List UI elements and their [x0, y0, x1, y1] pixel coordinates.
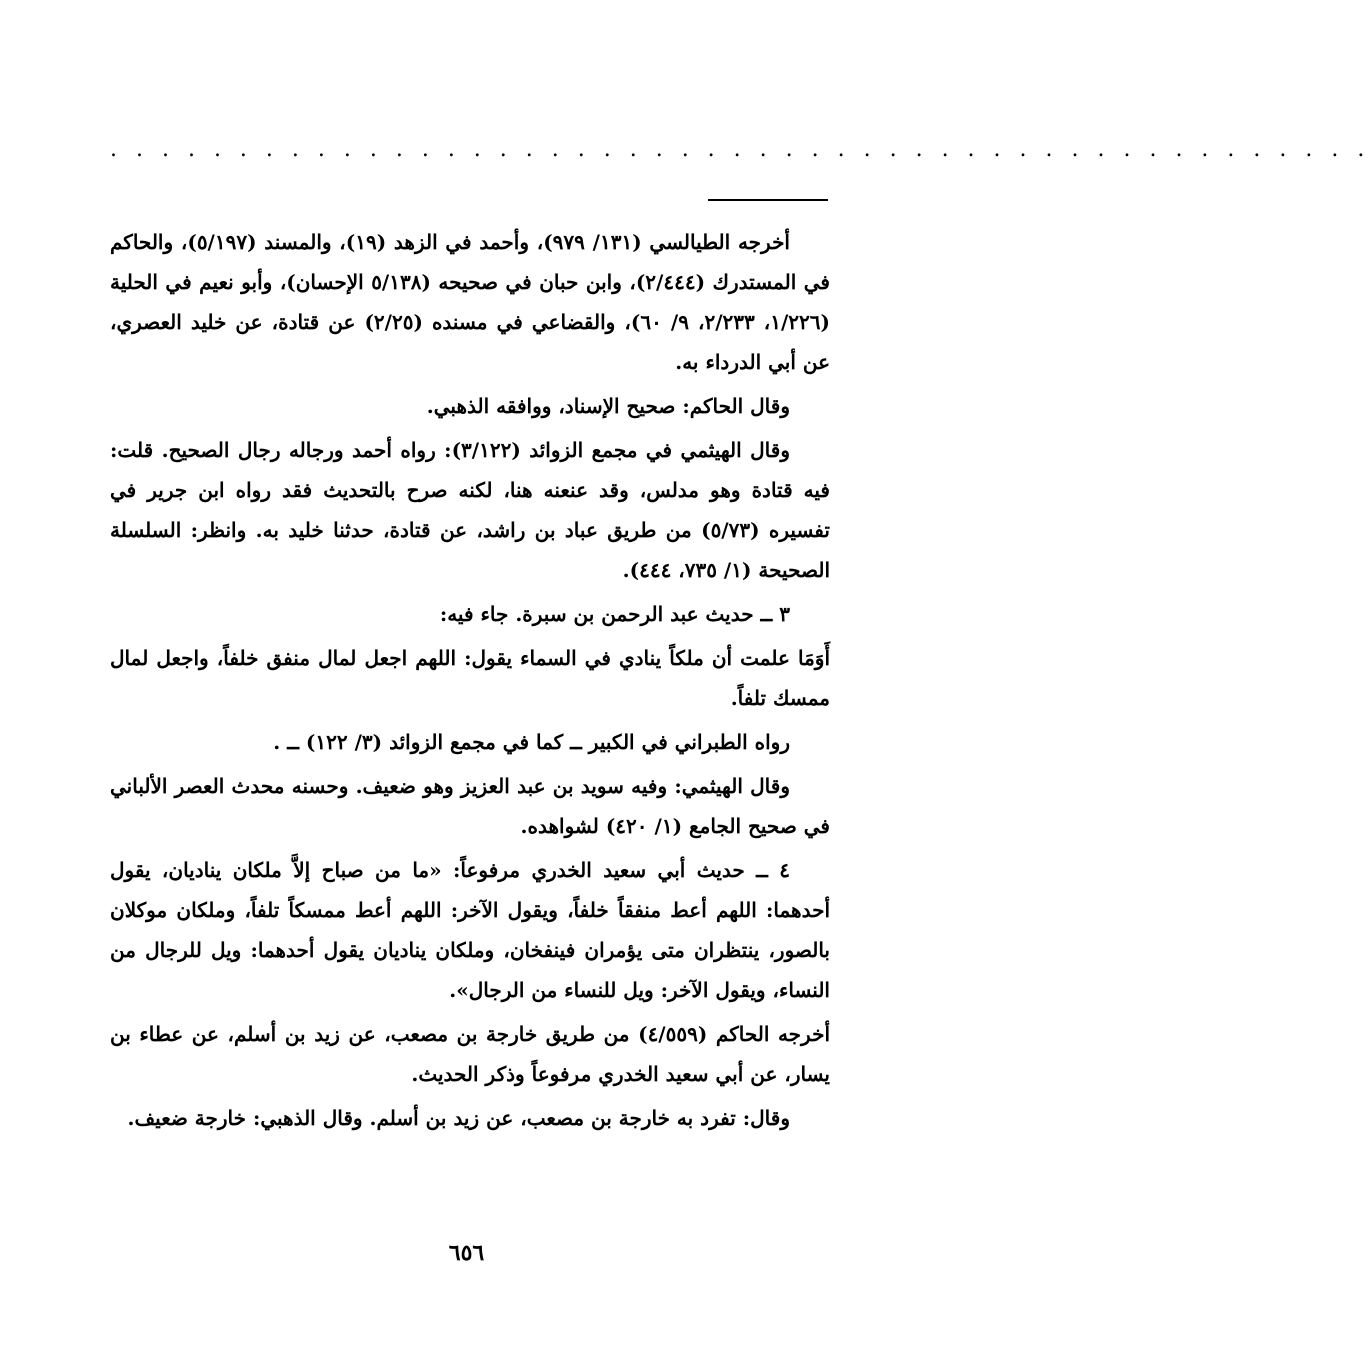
body-text [110, 222, 830, 1142]
paragraph-hadith-3-heading: ٣ ــ حديث عبد الرحمن بن سبرة. جاء فيه: [439, 602, 790, 626]
dotted-separator: . . . . . . . . . . . . . . . . . . . . . . . . . . . . . . . . . . . . . . . . . . . . . . . . . [110, 137, 1370, 162]
paragraph-hakim-2: أخرجه الحاكم (٤/٥٥٩) من طريق خارجة بن مصعب، عن زيد بن أسلم، عن عطاء بن يسار، عن أبي سعيد الخدري مرفوعاً وذكر الحديث. [110, 1022, 831, 1086]
paragraph-haythami-2: وقال الهيثمي: وفيه سويد بن عبد العزيز وهو ضعيف. وحسنه محدث العصر الألباني في صحيح الجامع (١/ ٤٢٠) لشواهده. [110, 774, 830, 838]
paragraph-takhrij: أخرجه الطيالسي (١٣١/ ٩٧٩)، وأحمد في الزهد (١٩)، والمسند (٥/١٩٧)، والحاكم في المستدرك (٢/٤٤٤)، وابن حبان في صحيحه (٥/١٣٨ الإحسان)، وأبو نعيم في الحلية (١/٢٢٦، ٢/٢٣٣، ٩/ ٦٠)، والقضاعي في مسنده (٢/٢٥) عن قتادة، عن خليد العصري، عن أبي الدرداء به. [110, 230, 830, 374]
footnote-rule [708, 199, 828, 201]
paragraph-dhahabi: وقال: تفرد به خارجة بن مصعب، عن زيد بن أسلم. وقال الذهبي: خارجة ضعيف. [127, 1106, 790, 1130]
paragraph-tabarani: رواه الطبراني في الكبير ــ كما في مجمع الزوائد (٣/ ١٢٢) ــ . [273, 730, 790, 754]
paragraph-hadith-4: ٤ ــ حديث أبي سعيد الخدري مرفوعاً: «ما من صباح إلاَّ ملكان يناديان، يقول أحدهما: اللهم أعط منفقاً خلفاً، ويقول الآخر: اللهم أعط ممسكاً تلفاً، وملكان موكلان بالصور، ينتظران متى يؤمران فينفخان، وملكان يناديان يقول أحدهما: ويل للرجال من النساء، ويقول الآخر: ويل للنساء من الرجال». [110, 858, 830, 1002]
paragraph-haythami: وقال الهيثمي في مجمع الزوائد (٣/١٢٢): رواه أحمد ورجاله رجال الصحيح. قلت: فيه قتادة وهو مدلس، وقد عنعنه هنا، لكنه صرح بالتحديث فقد رواه ابن جرير في تفسيره (٥/٧٣) من طريق عباد بن راشد، عن قتادة، حدثنا خليد به. وانظر: السلسلة الصحيحة (١/ ٧٣٥، ٤٤٤). [110, 438, 830, 582]
paragraph-hadith-3-text: أَوَمَا علمت أن ملكاً ينادي في السماء يقول: اللهم اجعل لمال منفق خلفاً، واجعل لمال ممسك تلفاً. [110, 646, 830, 710]
page-number: ٦٥٦ [448, 1240, 485, 1266]
paragraph-hakim: وقال الحاكم: صحيح الإسناد، ووافقه الذهبي. [426, 394, 790, 418]
